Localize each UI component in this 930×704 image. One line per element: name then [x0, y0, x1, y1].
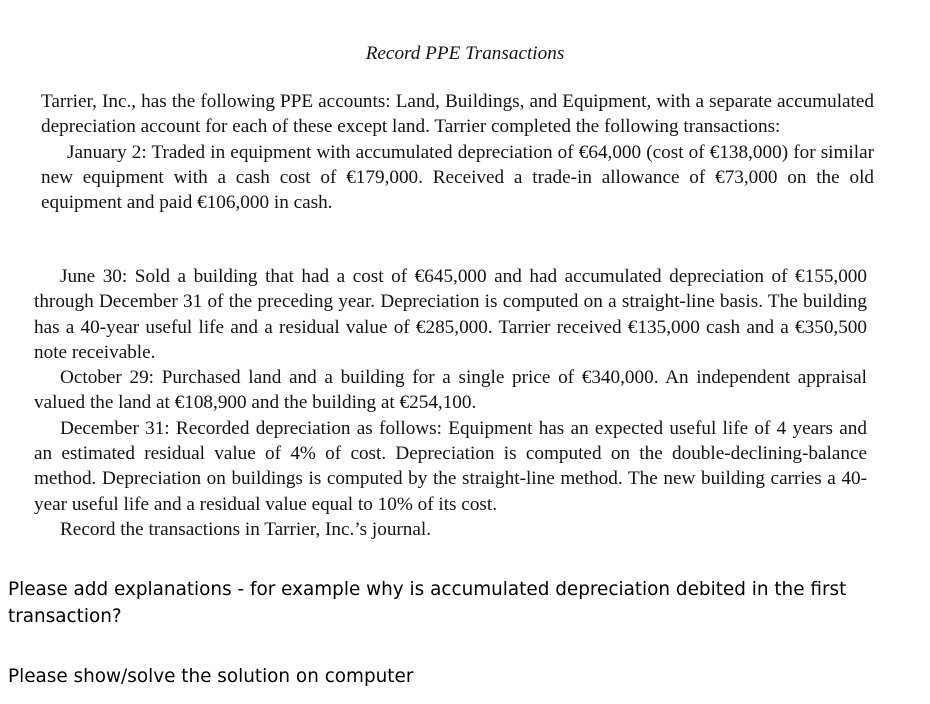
- page-title: Record PPE Transactions: [365, 43, 565, 64]
- explanation-request: Please add explanations - for example why is accumulated depreciation debited in the first transaction?: [8, 579, 847, 627]
- transaction-june: June 30: Sold a building that had a cost of €645,000 and had accumulated depreciation of €155,000 through December 31 of the preceding year. Depreciation is computed on a straight-line basis. The building has a 40-year useful life and a residual value of €285,000. Tarrier received €135,000 cash and a €350,500 note receivable.: [34, 266, 867, 363]
- transaction-october: October 29: Purchased land and a building for a single price of €340,000. An independent appraisal valued the land at €108,900 and the building at €254,100.: [34, 367, 867, 414]
- journal-instruction: Record the transactions in Tarrier, Inc.’s journal.: [60, 518, 432, 540]
- problem-transactions-block: [34, 264, 867, 542]
- computer-solution-request: Please show/solve the solution on computer: [8, 666, 414, 687]
- problem-intro-block: [41, 89, 874, 215]
- problem-intro: Tarrier, Inc., has the following PPE accounts: Land, Buildings, and Equipment, with a separate accumulated depreciation account for each of these except land. Tarrier completed the following transactions:: [41, 91, 874, 138]
- transaction-december: December 31: Recorded depreciation as follows: Equipment has an expected useful life of 4 years and an estimated residual value of 4% of cost. Depreciation is computed on the double-declining-balance method. Depreciation on buildings is computed by the straight-line method. The new building carries a 40-year useful life and a residual value equal to 10% of its cost.: [34, 417, 867, 515]
- transaction-january: January 2: Traded in equipment with accumulated depreciation of €64,000 (cost of €138,000) for similar new equipment with a cash cost of €179,000. Received a trade-in allowance of €73,000 on the old equipment and paid €106,000 in cash.: [41, 141, 874, 214]
